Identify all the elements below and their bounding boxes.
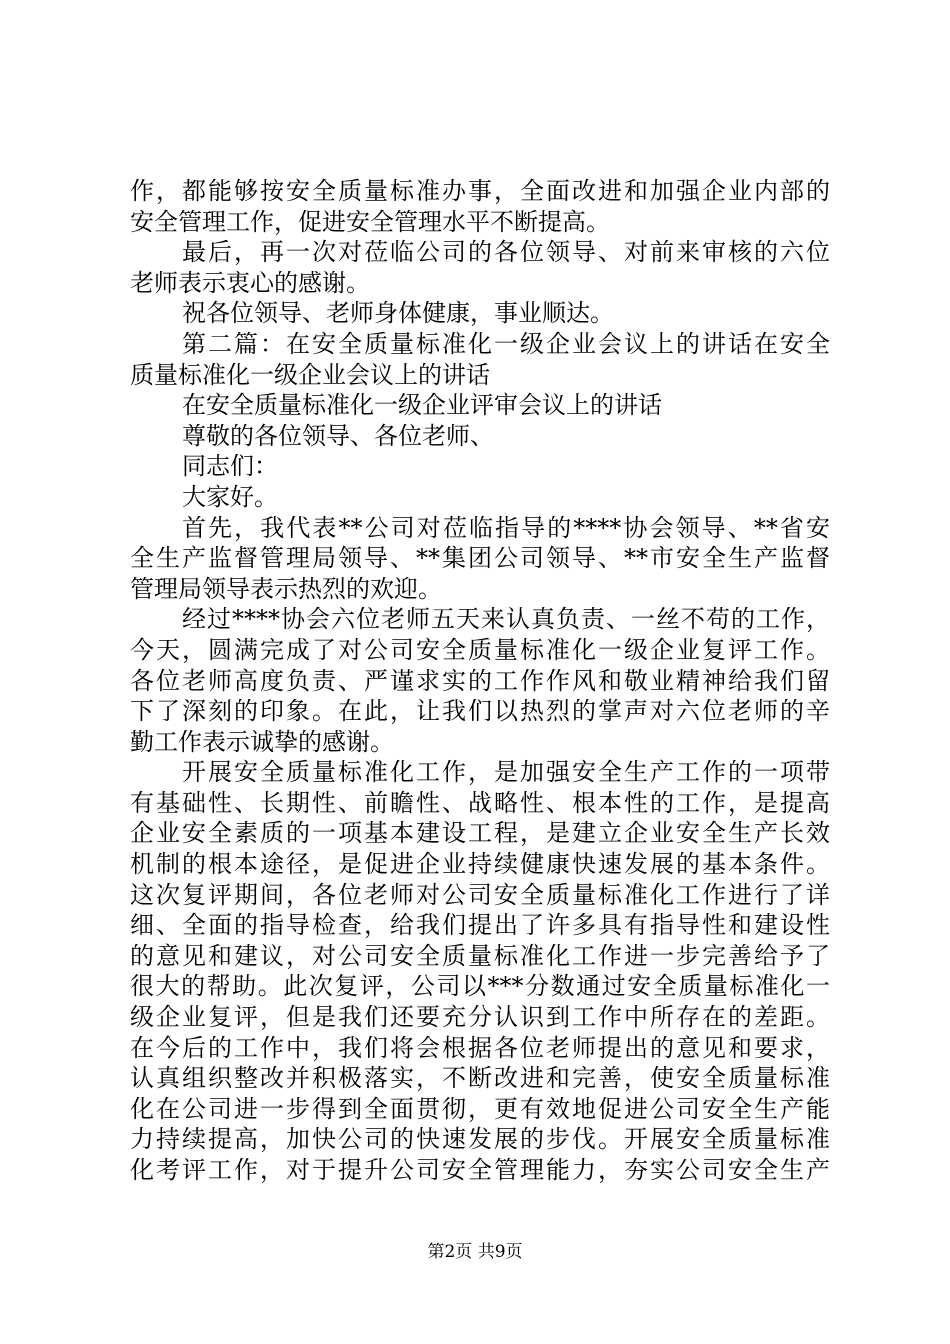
text-line: 同志们： — [182, 452, 278, 481]
text-line: 在今后的工作中，我们将会根据各位老师提出的意见和要求， — [130, 1033, 830, 1062]
text-line: 开展安全质量标准化工作，是加强安全生产工作的一项带 — [182, 758, 830, 787]
text-line: 经过****协会六位老师五天来认真负责、一丝不苟的工作， — [182, 605, 830, 634]
text-line: 首先，我代表**公司对莅临指导的****协会领导、**省安 — [182, 513, 830, 542]
page-number: 第2页 共9页 — [427, 1242, 523, 1262]
text-line: 质量标准化一级企业会议上的讲话 — [130, 360, 490, 389]
text-line: 细、全面的指导检查，给我们提出了许多具有指导性和建设性 — [130, 911, 830, 940]
text-line: 今天，圆满完成了对公司安全质量标准化一级企业复评工作。 — [130, 635, 830, 664]
text-line: 勤工作表示诚挚的感谢。 — [130, 727, 394, 756]
text-line: 级企业复评，但是我们还要充分认识到工作中所存在的差距。 — [130, 1003, 830, 1032]
text-line: 大家好。 — [182, 482, 278, 511]
text-line: 很大的帮助。此次复评，公司以***分数通过安全质量标准化一 — [130, 972, 830, 1001]
text-line: 企业安全素质的一项基本建设工程，是建立企业安全生产长效 — [130, 819, 830, 848]
text-line: 力持续提高，加快公司的快速发展的步伐。开展安全质量标准 — [130, 1125, 830, 1154]
text-line: 安全管理工作，促进安全管理水平不断提高。 — [130, 207, 610, 236]
text-line: 在安全质量标准化一级企业评审会议上的讲话 — [182, 391, 662, 420]
text-line: 全生产监督管理局领导、**集团公司领导、**市安全生产监督 — [130, 544, 830, 573]
text-line: 机制的根本途径，是促进企业持续健康快速发展的基本条件。 — [130, 850, 830, 879]
text-line: 有基础性、长期性、前瞻性、战略性、根本性的工作，是提高 — [130, 788, 830, 817]
text-line: 祝各位领导、老师身体健康，事业顺达。 — [182, 299, 614, 328]
text-line: 作，都能够按安全质量标准办事，全面改进和加强企业内部的 — [130, 177, 830, 205]
text-line: 下了深刻的印象。在此，让我们以热烈的掌声对六位老师的辛 — [130, 697, 830, 726]
document-body — [130, 176, 830, 1186]
text-line: 各位老师高度负责、严谨求实的工作作风和敬业精神给我们留 — [130, 666, 830, 695]
text-line: 的意见和建议，对公司安全质量标准化工作进一步完善给予了 — [130, 941, 830, 970]
text-line: 最后，再一次对莅临公司的各位领导、对前来审核的六位 — [182, 238, 830, 267]
text-line: 第二篇：在安全质量标准化一级企业会议上的讲话在安全 — [182, 329, 830, 358]
text-line: 这次复评期间，各位老师对公司安全质量标准化工作进行了详 — [130, 880, 830, 909]
text-line: 认真组织整改并积极落实，不断改进和完善，使安全质量标准 — [130, 1064, 830, 1093]
text-line: 化在公司进一步得到全面贯彻，更有效地促进公司安全生产能 — [130, 1094, 830, 1123]
text-line: 化考评工作，对于提升公司安全管理能力，夯实公司安全生产 — [130, 1156, 830, 1184]
text-line: 尊敬的各位领导、各位老师、 — [182, 421, 494, 450]
text-line: 管理局领导表示热烈的欢迎。 — [130, 574, 442, 603]
text-line: 老师表示衷心的感谢。 — [130, 268, 370, 297]
